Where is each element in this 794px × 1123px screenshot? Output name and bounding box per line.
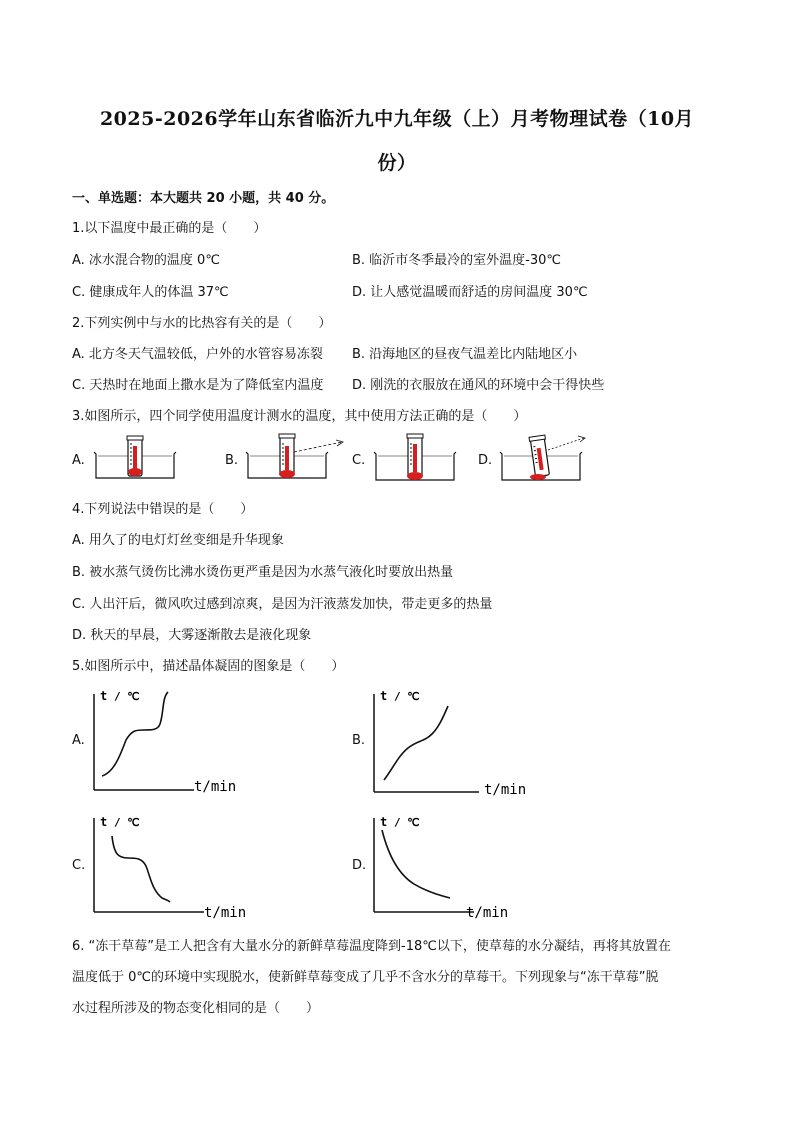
q5-d-ylabel-unit: / ℃ <box>394 816 420 829</box>
q4-option-b: B. 被水蒸气烫伤比沸水烫伤更严重是因为水蒸气液化时要放出热量 <box>72 565 454 580</box>
section-heading: 一、单选题：本大题共 20 小题，共 40 分。 <box>72 191 335 206</box>
q5-graph-d <box>364 810 534 922</box>
q1-option-d: D. 让人感觉温暖而舒适的房间温度 30℃ <box>352 285 588 300</box>
q1-option-a: A. 冰水混合物的温度 0℃ <box>72 253 220 268</box>
q2-option-b: B. 沿海地区的昼夜气温差比内陆地区小 <box>352 347 578 362</box>
q5-b-ylabel-unit: / ℃ <box>394 690 420 703</box>
q3-label-c: C. <box>352 453 366 468</box>
q3-thermometer-figure-a <box>90 432 180 482</box>
q3-label-b: B. <box>225 453 239 468</box>
q5-a-ylabel-unit: / ℃ <box>114 690 140 703</box>
q5-b-ylabel-t: t <box>380 689 388 703</box>
q4-option-c: C. 人出汗后，微风吹过感到凉爽，是因为汗液蒸发加快，带走更多的热量 <box>72 597 493 612</box>
q5-label-b: B. <box>352 733 366 748</box>
q5-b-xlabel: t/min <box>484 782 527 798</box>
q5-label-d: D. <box>352 858 367 873</box>
q2-stem: 2.下列实例中与水的比热容有关的是（ ） <box>72 316 332 331</box>
q6-line2: 温度低于 0℃的环境中实现脱水，使新鲜草莓变成了几乎不含水分的草莓干。下列现象与“冻干草莓”脱 <box>72 970 659 985</box>
q6-line3: 水过程所涉及的物态变化相同的是（ ） <box>72 1001 320 1016</box>
q3-thermometer-figure-c <box>370 430 460 484</box>
q3-stem: 3.如图所示，四个同学使用温度计测水的温度，其中使用方法正确的是（ ） <box>72 409 527 424</box>
q5-a-ylabel-t: t <box>100 689 108 703</box>
q5-d-xlabel: t/min <box>466 905 509 921</box>
q1-option-c: C. 健康成年人的体温 37℃ <box>72 285 229 300</box>
q4-option-d: D. 秋天的早晨，大雾逐渐散去是液化现象 <box>72 628 312 643</box>
q2-option-d: D. 刚洗的衣服放在通风的环境中会干得快些 <box>352 378 605 393</box>
page-title-line1: 2025-2026学年山东省临沂九中九年级（上）月考物理试卷（10月 <box>99 108 695 130</box>
q1-stem: 1.以下温度中最正确的是（ ） <box>72 221 267 236</box>
q2-option-a: A. 北方冬天气温较低，户外的水管容易冻裂 <box>72 347 323 362</box>
q4-stem: 4.下列说法中错误的是（ ） <box>72 502 254 517</box>
q3-thermometer-figure-d <box>496 430 596 484</box>
q5-stem: 5.如图所示中，描述晶体凝固的图象是（ ） <box>72 659 345 674</box>
q4-option-a: A. 用久了的电灯灯丝变细是升华现象 <box>72 533 284 548</box>
page-title-line2: 份） <box>377 152 417 174</box>
q6-line1: 6. “冻干草莓”是工人把含有大量水分的新鲜草莓温度降到-18℃以下，使草莓的水分凝结，再将其放置在 <box>72 939 671 954</box>
q5-label-c: C. <box>72 858 86 873</box>
q1-option-b: B. 临沂市冬季最冷的室外温度-30℃ <box>352 253 562 268</box>
q3-label-a: A. <box>72 453 85 468</box>
q3-label-d: D. <box>478 453 493 468</box>
q5-label-a: A. <box>72 733 85 748</box>
q5-d-ylabel-t: t <box>380 815 388 829</box>
q5-graph-c <box>84 810 254 922</box>
q5-c-ylabel-unit: / ℃ <box>114 816 140 829</box>
q5-graph-b <box>364 684 534 800</box>
q5-c-ylabel-t: t <box>100 815 108 829</box>
q3-thermometer-figure-b <box>242 430 352 482</box>
q5-graph-a <box>84 684 254 800</box>
q2-option-c: C. 天热时在地面上撒水是为了降低室内温度 <box>72 378 324 393</box>
q5-c-xlabel: t/min <box>204 905 247 921</box>
q5-a-xlabel: t/min <box>194 779 237 795</box>
